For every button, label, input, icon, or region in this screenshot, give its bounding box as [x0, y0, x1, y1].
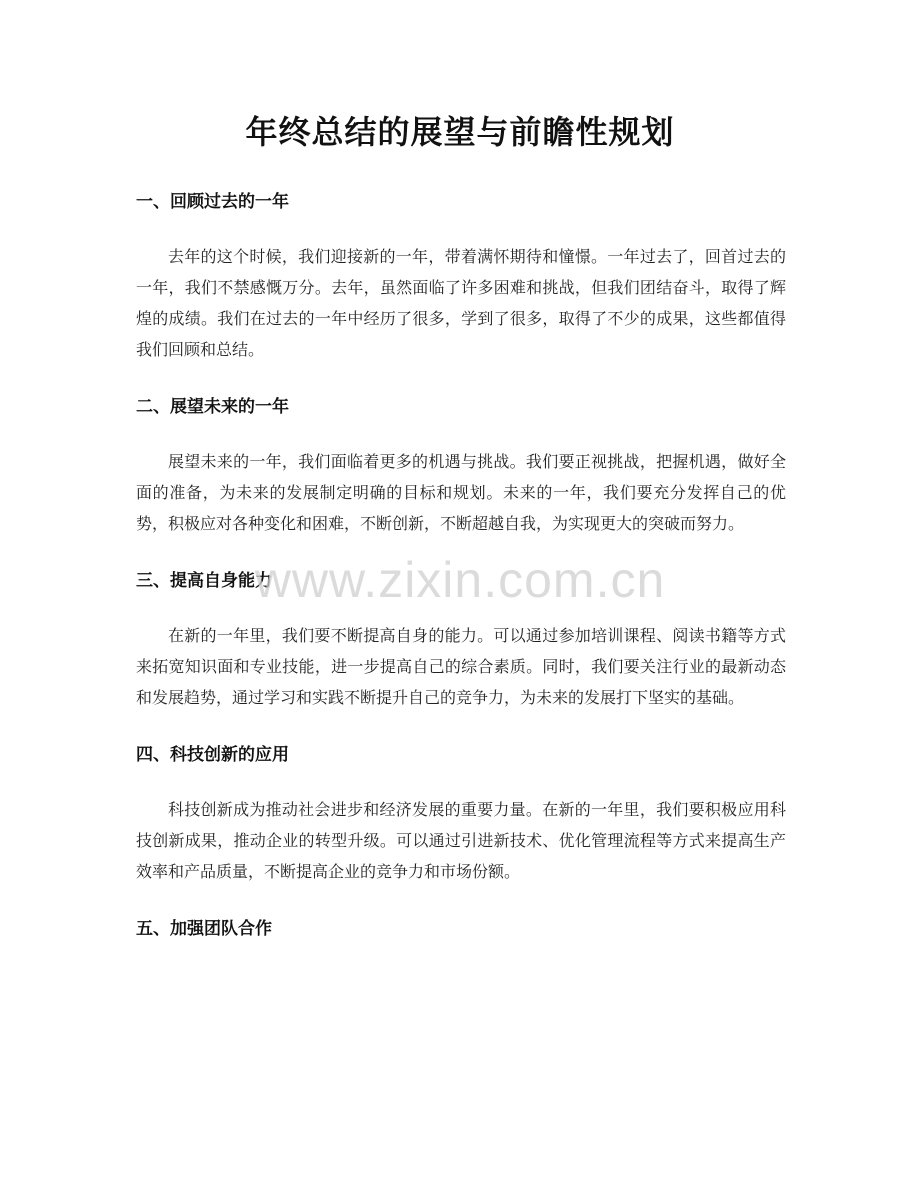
section-paragraph: 展望未来的一年，我们面临着更多的机遇与挑战。我们要正视挑战，把握机遇，做好全面的准备，为未来的发展制定明确的目标和规划。未来的一年，我们要充分发挥自己的优势，积极应对各种变化和困难，不断创新，不断超越自我，为实现更大的突破而努力。	[136, 452, 786, 533]
section-tech-innovation	[136, 733, 786, 887]
section-heading: 一、回顾过去的一年	[136, 192, 289, 212]
section-teamwork	[136, 907, 786, 951]
section-paragraph: 科技创新成为推动社会进步和经济发展的重要力量。在新的一年里，我们要积极应用科技创新成果，推动企业的转型升级。可以通过引进新技术、优化管理流程等方式来提高生产效率和产品质量，不断提高企业的竞争力和市场份额。	[136, 800, 786, 881]
section-heading: 五、加强团队合作	[136, 919, 272, 939]
section-improve-ability	[136, 559, 786, 713]
section-heading: 二、展望未来的一年	[136, 397, 289, 417]
section-review-past-year	[136, 180, 786, 365]
section-heading: 三、提高自身能力	[136, 571, 272, 591]
section-future-outlook	[136, 385, 786, 539]
page-title: 年终总结的展望与前瞻性规划	[245, 113, 675, 151]
section-paragraph: 去年的这个时候，我们迎接新的一年，带着满怀期待和憧憬。一年过去了，回首过去的一年，我们不禁感慨万分。去年，虽然面临了许多困难和挑战，但我们团结奋斗，取得了辉煌的成绩。我们在过去的一年中经历了很多，学到了很多，取得了不少的成果，这些都值得我们回顾和总结。	[136, 247, 786, 359]
section-paragraph: 在新的一年里，我们要不断提高自身的能力。可以通过参加培训课程、阅读书籍等方式来拓宽知识面和专业技能，进一步提高自己的综合素质。同时，我们要关注行业的最新动态和发展趋势，通过学习和实践不断提升自己的竞争力，为未来的发展打下坚实的基础。	[136, 626, 786, 707]
watermark: www.zixin.com.cn	[254, 552, 666, 608]
section-heading: 四、科技创新的应用	[136, 745, 289, 765]
document-content	[136, 180, 786, 951]
